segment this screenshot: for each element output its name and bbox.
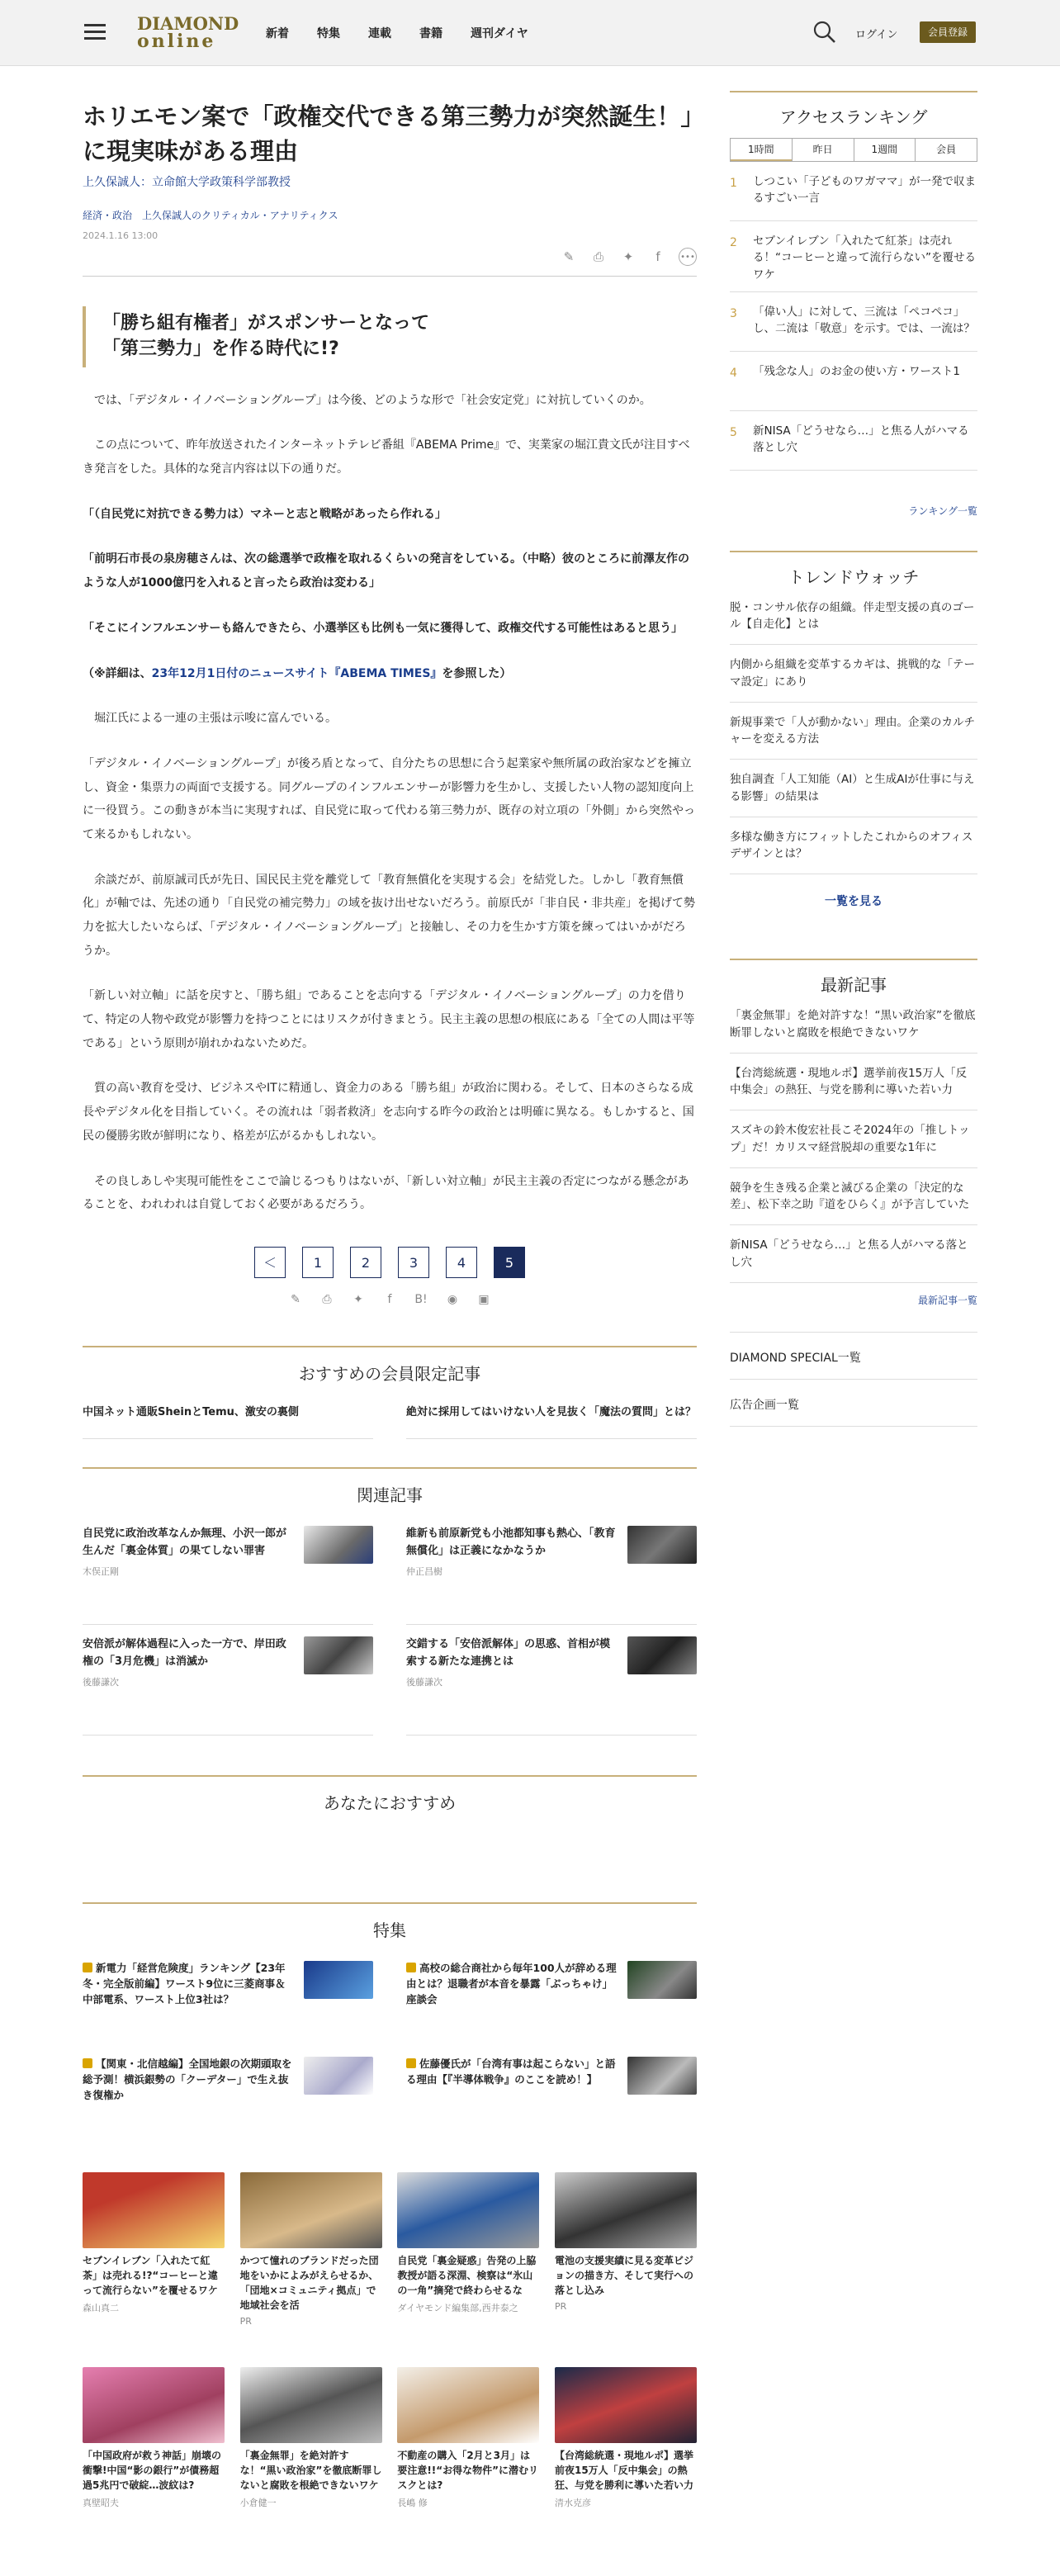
feature-item[interactable]: 新電力「経営危険度」ランキング【23年冬・完全版前編】ワースト9位に三菱商事＆中部電系、ワースト上位3社は？ [83,1961,373,2053]
article-card[interactable]: 自民党「裏金疑惑」告発の上脇教授が語る深淵、検察は“氷山の一角”摘発で終わらせるな ダイヤモンド編集部,西井泰之 [397,2172,539,2357]
thumbnail [304,2057,373,2095]
related-section [83,1467,697,1747]
card-image [240,2172,382,2248]
feature-item[interactable]: 高校の総合商社から毎年100人が辞める理由とは？退職者が本音を暴露「ぶっちゃけ」座談会 [406,1961,697,2053]
section-title: あなたにおすすめ [323,1793,457,1814]
thumbnail [627,1636,697,1674]
article-title: ホリエモン案で「政権交代できる第三勢力が突然誕生！」に現実味がある理由 [83,102,693,166]
thumbnail [627,2057,697,2095]
article-card[interactable]: 不動産の購入「2月と3月」は要注意!!“お得な物件”に潜むリスクとは? 長嶋 修 [397,2367,539,2552]
ranking-item[interactable]: 5 新NISA「どうせなら…」と焦る人がハマる落とし穴 [730,411,977,471]
article-card[interactable]: 「裏金無罪」を絶対許すな！“黒い政治家”を徹底断罪しないと腐敗を根絶できないワケ 小倉健一 [240,2367,382,2552]
feature-section [83,1902,697,2152]
latest-item[interactable]: 新NISA「どうせなら…」と焦る人がハマる落とし穴 [730,1225,977,1283]
article-date: 2024.1.16 13:00 [83,230,159,242]
article-card[interactable]: セブンイレブン「入れたて紅茶」は売れる!?“コーヒーと違って流行らない”を覆せるワケ 森山真二 [83,2172,225,2357]
ranking-more-link[interactable]: ランキング一覧 [908,504,977,517]
box-title: トレンドウォッチ [788,566,920,587]
nav-books[interactable]: 書籍 [419,27,442,40]
ad-list-link[interactable]: 広告企画一覧 [730,1380,977,1427]
page-1[interactable]: 1 [302,1247,334,1278]
global-nav [266,25,528,41]
source-note: （※詳細は、23年12月1日付のニュースサイト『ABEMA TIMES』を参照した） [83,666,512,680]
trend-item[interactable]: 新規事業で「人が動かない」理由。企業のカルチャーを変える方法 [730,703,977,760]
thumbnail [627,1526,697,1564]
side-links [730,1332,977,1427]
article-body [83,389,697,1217]
share-bar-bottom [83,1293,697,1318]
paragraph: では、「デジタル・イノベーショングループ」は今後、どのような形で「社会安定党」に対抗していくのか。 [83,393,651,407]
trend-more-link[interactable]: 一覧を見る [825,895,883,909]
quote: 「（自民党に対抗できる勢力は）マネーと志と戦略があったら作れる」 [83,507,447,521]
card-image [555,2172,697,2248]
diamond-special-link[interactable]: DIAMOND SPECIAL一覧 [730,1333,977,1380]
lock-icon [406,2058,416,2068]
thumbnail [627,1961,697,1999]
paragraph: その良しあしや実現可能性をここで論じるつもりはないが、「新しい対立軸」が民主主義の否定につながる懸念があることを、われわれは自覚しておく必要があるだろう。 [83,1174,689,1212]
section-heading: 「勝ち組有権者」がスポンサーとなって 「第三勢力」を作る時代に!? [83,306,697,367]
ranking-item[interactable]: 3 「偉い人」に対して、三流は「ペコペコ」し、二流は「敬意」を示す。では、一流は？ [730,292,977,352]
nav-new[interactable]: 新着 [266,27,289,40]
article-categories[interactable]: 経済・政治 上久保誠人のクリティカル・アナリティクス [83,210,338,222]
page-5-current[interactable]: 5 [494,1247,525,1278]
menu-icon[interactable] [84,24,106,40]
related-item[interactable]: 交錯する「安倍派解体」の思惑、首相が模索する新たな連携とは 後藤謙次 [406,1636,697,1735]
latest-item[interactable]: スズキの鈴木俊宏社長こそ2024年の「推しトップ」だ！カリスマ経営脱却の重要な1年に [730,1110,977,1168]
paragraph: 「デジタル・イノベーショングループ」が後ろ盾となって、自分たちの思想に合う起業家や無所属の政治家などを擁立し、資金・集票力の両面で支援する。同グループのインフルエンサーが影響力を生かし、支援したい人物の認知度向上に一役買う。この動きが本当に実現すれば、自民党に取って代わる第三勢力が、既存の対立項の「外側」から突然やって来るかもしれない。 [83,756,695,841]
tab-1hour[interactable]: 1時間 [731,139,792,161]
tab-yesterday[interactable]: 昨日 [792,139,854,161]
card-image [397,2367,539,2443]
bookmark-icon[interactable]: ▣ [478,1292,490,1306]
card-image [83,2367,225,2443]
quote: 「前明石市長の泉房穂さんは、次の総選挙で政権を取れるくらいの発言をしている。（中略）彼のところに前澤友作のような人が1000億円を入れると言ったら政治は変わる」 [83,552,689,590]
article-card[interactable]: 【台湾総統選・現地ルポ】選挙前夜15万人「反中集会」の熱狂、与党を勝利に導いた若い力 清水克彦 [555,2367,697,2552]
print-icon[interactable]: ⎙ [322,1292,332,1306]
card-image [83,2172,225,2248]
twitter-icon[interactable]: ✦ [622,249,634,265]
article-card[interactable]: かつて憧れのブランドだった団地をいかによみがえらせるか、「団地×コミュニティ拠点」で地域社会を活 PR [240,2172,382,2357]
related-item[interactable]: 自民党に政治改革なんか無理、小沢一郎が生んだ「裏金体質」の果てしない罪害 木俣正剛 [83,1526,373,1625]
latest-item[interactable]: 競争を生き残る企業と滅びる企業の「決定的な差」、松下幸之助『道をひらく』が予言していた [730,1168,977,1226]
paragraph: 堀江氏による一連の主張は示唆に富んでいる。 [83,712,337,726]
paragraph: 余談だが、前原誠司氏が先日、国民民主党を離党して「教育無償化を実現する会」を結党した。しかし「教育無償化」が軸では、先述の通り「自民党の補完勢力」の域を抜け出せないだろう。前原氏が「非自民・非共産」を掲げて勢力を拡大したいならば、「デジタル・イノベーショングループ」と接触し、その力を生かす方策を練ってはいかがだろうか。 [83,873,695,958]
related-item[interactable]: 維新も前原新党も小池都知事も熱心、「教育無償化」は正義になかなうか 仲正昌樹 [406,1526,697,1625]
trend-box [730,551,977,910]
tab-member[interactable]: 会員 [915,139,977,161]
login-link[interactable]: ログイン [855,29,898,41]
article-author[interactable]: 上久保誠人：立命館大学政策科学部教授 [83,176,291,190]
ranking-tabs [730,138,977,162]
page-3[interactable]: 3 [398,1247,429,1278]
member-register-button[interactable]: 会員登録 [920,21,976,43]
search-icon[interactable] [812,20,837,45]
ranking-box [730,91,977,518]
related-item[interactable]: 安倍派が解体過程に入った一方で、岸田政権の「3月危機」は消滅か 後藤謙次 [83,1636,373,1735]
pagination [83,1247,697,1278]
clip-icon[interactable]: ✎ [563,249,575,265]
page-4[interactable]: 4 [446,1247,477,1278]
facebook-icon[interactable]: f [655,249,660,265]
card-image [240,2367,382,2443]
box-title: 最新記事 [821,975,887,996]
nav-feature[interactable]: 特集 [317,27,340,40]
comment-icon[interactable]: ◉ [447,1292,458,1306]
page-2[interactable]: 2 [350,1247,381,1278]
article-card[interactable]: 「中国政府が救う神話」崩壊の衝撃!中国“影の銀行”が債務超過5兆円で破綻…波紋は? 真壁昭夫 [83,2367,225,2552]
section-title: おすすめの会員限定記事 [298,1363,481,1384]
site-header [0,0,1060,66]
source-link[interactable]: 23年12月1日付のニュースサイト『ABEMA TIMES』 [151,666,442,680]
article-main [83,66,697,2562]
latest-item[interactable]: 【台湾総統選・現地ルポ】選挙前夜15万人「反中集会」の熱狂、与党を勝利に導いた若い力 [730,1054,977,1111]
for-you-section [83,1775,697,1874]
sidebar [730,66,977,1427]
article-card[interactable]: 電池の支援実績に見る変革ビジョンの描き方、そして実行への落とし込み PR [555,2172,697,2357]
section-title: 関連記事 [357,1485,423,1506]
lock-icon [406,1963,416,1972]
article-card-grid [83,2172,697,2562]
paragraph: 「新しい対立軸」に話を戻すと、「勝ち組」であることを志向する「デジタル・イノベーショングループ」の力を借りて、特定の人物や政党が影響力を持つことにはリスクが付きまとう。民主主義の思想の根底にある「全ての人間は平等である」という原則が崩れかねないためだ。 [83,989,695,1050]
ranking-item[interactable]: 4 「残念な人」のお金の使い方・ワースト1 [730,352,977,411]
card-image [555,2367,697,2443]
paragraph: この点について、昨年放送されたインターネットテレビ番組『ABEMA Prime』で、実業家の堀江貴文氏が注目すべき発言をした。具体的な発言内容は以下の通りだ。 [83,438,690,476]
feature-item[interactable]: 【関東・北信越編】全国地銀の次期頭取を総予測！横浜銀勢の「クーデター」で生え抜き復権か [83,2057,373,2149]
prev-page-button[interactable]: ＜ [254,1247,286,1278]
thumbnail [304,1961,373,1999]
quote: 「そこにインフルエンサーも絡んできたら、小選挙区も比例も一気に獲得して、政権交代する可能性はあると思う」 [83,621,684,635]
hatena-icon[interactable]: B! [414,1292,428,1306]
trend-item[interactable]: 脱・コンサル依存の組織。伴走型支援の真のゴール【自走化】とは [730,588,977,646]
thumbnail [304,1526,373,1564]
clip-icon[interactable]: ✎ [291,1292,300,1306]
feature-item[interactable]: 佐藤優氏が「台湾有事は起こらない」と語る理由【『半導体戦争』のここを読め！】 [406,2057,697,2149]
site-logo[interactable]: DIAMOND online [137,13,239,52]
thumbnail [304,1636,373,1674]
recommend-item[interactable]: 中国ネット通販SheinとTemu、激安の裏側 [83,1404,373,1440]
lock-icon [83,2058,92,2068]
paragraph: 質の高い教育を受け、ビジネスやITに精通し、資金力のある「勝ち組」が政治に関わる。そして、日本のさらなる成長やデジタル化を目指していく。その流れは「弱者救済」を志向する昨今の政治とは明確に異なる。もしかすると、国民の優勝劣敗が鮮明になり、格差が広がるかもしれない。 [83,1082,694,1143]
card-image [397,2172,539,2248]
share-bar [83,248,697,277]
facebook-icon[interactable]: f [387,1292,392,1306]
latest-item[interactable]: 「裏金無罪」を絶対許すな！“黒い政治家”を徹底断罪しないと腐敗を根絶できないワケ [730,996,977,1054]
latest-more-link[interactable]: 最新記事一覧 [917,1294,977,1306]
ranking-item[interactable]: 1 しつこい「子どものワガママ」が一発で収まるすごい一言 [730,162,977,221]
box-title: アクセスランキング [779,107,928,127]
ranking-item[interactable]: 2 セブンイレブン「入れたて紅茶」は売れる！“コーヒーと違って流行らない”を覆せるワケ [730,221,977,292]
trend-item[interactable]: 内側から組織を変革するカギは、挑戦的な「テーマ設定」にあり [730,645,977,703]
more-icon[interactable]: ••• [679,248,697,266]
trend-item[interactable]: 独自調査「人工知能（AI）と生成AIが仕事に与える影響」の結果は [730,760,977,817]
trend-item[interactable]: 多様な働き方にフィットしたこれからのオフィスデザインとは？ [730,817,977,875]
recommend-section [83,1346,697,1440]
lock-icon [83,1963,92,1972]
nav-weekly[interactable]: 週刊ダイヤ [471,27,528,40]
nav-series[interactable]: 連載 [368,27,391,40]
recommend-item[interactable]: 絶対に採用してはいけない人を見抜く「魔法の質問」とは？ [406,1404,697,1440]
latest-box [730,959,977,1307]
tab-1week[interactable]: 1週間 [854,139,916,161]
twitter-icon[interactable]: ✦ [353,1292,363,1306]
section-title: 特集 [373,1920,406,1941]
print-icon[interactable]: ⎙ [593,249,603,265]
